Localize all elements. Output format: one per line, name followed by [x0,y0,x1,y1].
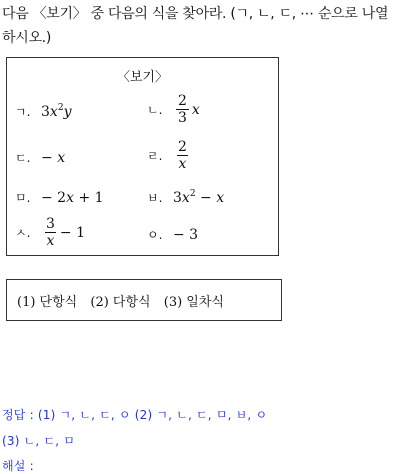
explanation-label: 해설 : [2,459,34,473]
example-item-nieun [147,93,200,126]
fraction-suffix: x [191,101,200,118]
item-marker: ㄱ. [15,105,31,119]
answer-line-1: 정답 : (1) ㄱ, ㄴ, ㄷ, ㅇ (2) ㄱ, ㄴ, ㄷ, ㅁ, ㅂ, ㅇ [2,408,268,422]
answer-options-box [6,279,282,321]
item-marker: ㅇ. [147,228,163,242]
item-marker: ㄹ. [147,149,163,163]
example-item-mieum [15,189,104,206]
item-marker: ㅂ. [147,191,163,205]
option-polynomial: (2) 다항식 [90,295,151,310]
item-marker: ㄴ. [147,103,163,117]
example-box-title: 〈보기〉 [116,70,169,85]
item-expression: − x [41,149,66,166]
example-item-ieung [147,226,198,243]
example-box [6,57,279,256]
fraction [176,93,189,126]
item-marker: ㅅ. [15,226,31,240]
answer-line-2: (3) ㄴ, ㄷ, ㅁ [2,434,76,448]
fraction-denominator: x [178,156,187,172]
item-marker: ㄷ. [15,151,31,165]
example-item-giyeok [15,103,71,120]
item-expression: $3x^2y$ [41,103,72,120]
fraction-denominator: x [46,233,55,249]
example-item-rieul [147,139,192,172]
fraction-numerator: 3 [46,216,55,232]
fraction-denominator: 3 [178,110,187,126]
fraction-suffix: − 1 [59,224,86,241]
example-item-digeut [15,149,65,166]
option-linear-expression: (3) 일차식 [163,295,224,310]
example-item-bieup [147,189,224,206]
question-text: 다음 〈보기〉 중 다음의 식을 찾아라. (ㄱ, ㄴ, ㄷ, ⋯ 순으로 나열하시오.) [2,6,389,46]
item-expression: − 3 [173,226,199,243]
item-marker: ㅁ. [15,191,31,205]
fraction [44,216,57,249]
answer-options [17,291,233,310]
fraction [176,139,189,172]
item-expression: − 2x + 1 [41,189,104,206]
option-monomial: (1) 단항식 [17,295,78,310]
item-expression: $3x^2 - x$ [173,189,225,206]
fraction-numerator: 2 [178,139,187,155]
example-item-siot [15,216,85,249]
fraction-numerator: 2 [178,93,187,109]
